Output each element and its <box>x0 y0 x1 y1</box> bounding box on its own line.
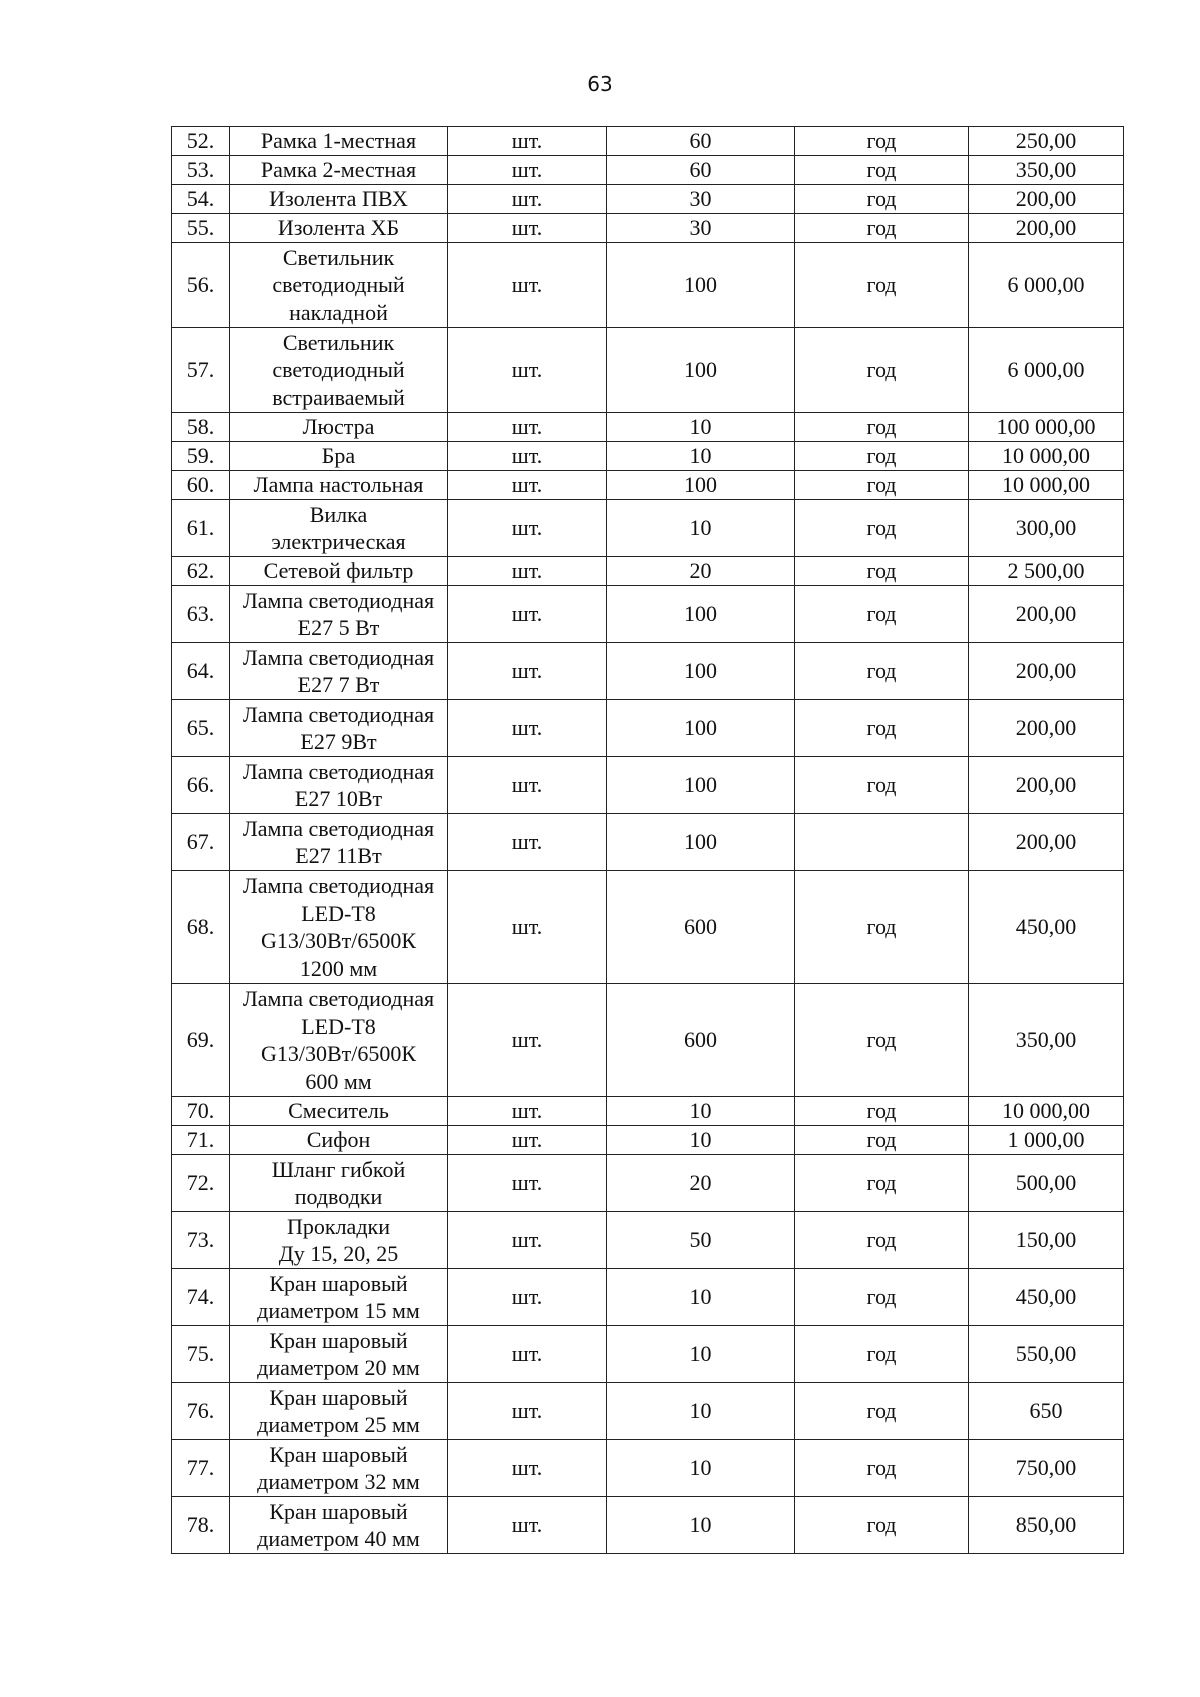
item-name-cell <box>230 1440 448 1497</box>
item-name-line: 600 мм <box>305 1068 372 1094</box>
item-name-line: Вилка <box>309 501 368 527</box>
unit-cell: шт. <box>448 757 607 814</box>
quantity-cell: 10 <box>607 442 795 471</box>
item-name-line: Смеситель <box>288 1098 389 1124</box>
table-row <box>172 413 1124 442</box>
table-row <box>172 1383 1124 1440</box>
period-cell: год <box>795 156 969 185</box>
item-name-line: диаметром 40 мм <box>257 1526 420 1551</box>
row-number-cell: 55. <box>172 214 230 243</box>
item-name-cell <box>230 328 448 413</box>
item-name-cell <box>230 700 448 757</box>
row-number-cell: 78. <box>172 1497 230 1554</box>
period-cell: год <box>795 214 969 243</box>
period-cell: год <box>795 471 969 500</box>
item-name-line: Лампа светодиодная <box>242 701 435 727</box>
item-name-cell <box>230 1326 448 1383</box>
unit-cell: шт. <box>448 156 607 185</box>
table-row <box>172 243 1124 328</box>
item-name-line: диаметром 25 мм <box>257 1412 420 1437</box>
item-name-line: Е27 9Вт <box>300 729 377 754</box>
unit-cell: шт. <box>448 1440 607 1497</box>
period-cell: год <box>795 1440 969 1497</box>
period-cell: год <box>795 700 969 757</box>
table-row <box>172 700 1124 757</box>
unit-cell: шт. <box>448 814 607 871</box>
unit-cell: шт. <box>448 1326 607 1383</box>
table-row <box>172 1126 1124 1155</box>
quantity-cell: 600 <box>607 984 795 1097</box>
row-number-cell: 75. <box>172 1326 230 1383</box>
unit-cell: шт. <box>448 557 607 586</box>
period-cell: год <box>795 127 969 156</box>
item-name-line: Изолента ХБ <box>277 215 400 241</box>
row-number-cell: 70. <box>172 1097 230 1126</box>
period-cell: год <box>795 586 969 643</box>
row-number-cell: 74. <box>172 1269 230 1326</box>
period-cell: год <box>795 1326 969 1383</box>
quantity-cell: 10 <box>607 500 795 557</box>
unit-cell: шт. <box>448 1212 607 1269</box>
quantity-cell: 10 <box>607 1097 795 1126</box>
period-cell: год <box>795 1097 969 1126</box>
unit-cell: шт. <box>448 471 607 500</box>
item-name-cell <box>230 243 448 328</box>
row-number-cell: 64. <box>172 643 230 700</box>
row-number-cell: 67. <box>172 814 230 871</box>
period-cell <box>795 814 969 871</box>
item-name-line: светодиодный <box>272 272 405 298</box>
item-name-line: Лампа светодиодная <box>242 587 435 613</box>
item-name-line: Е27 10Вт <box>294 786 383 811</box>
table-row <box>172 471 1124 500</box>
unit-cell: шт. <box>448 586 607 643</box>
price-cell: 550,00 <box>969 1326 1124 1383</box>
quantity-cell: 20 <box>607 557 795 586</box>
period-cell: год <box>795 1212 969 1269</box>
row-number-cell: 76. <box>172 1383 230 1440</box>
quantity-cell: 100 <box>607 586 795 643</box>
table-row <box>172 214 1124 243</box>
unit-cell: шт. <box>448 1383 607 1440</box>
table-row <box>172 1440 1124 1497</box>
period-cell: год <box>795 757 969 814</box>
item-name-cell <box>230 557 448 586</box>
unit-cell: шт. <box>448 1269 607 1326</box>
price-cell: 650 <box>969 1383 1124 1440</box>
item-name-cell <box>230 643 448 700</box>
table-row <box>172 984 1124 1097</box>
period-cell: год <box>795 643 969 700</box>
row-number-cell: 62. <box>172 557 230 586</box>
item-name-cell <box>230 214 448 243</box>
quantity-cell: 10 <box>607 1440 795 1497</box>
item-name-cell <box>230 1497 448 1554</box>
item-name-line: G13/30Вт/6500К <box>260 928 417 953</box>
item-name-line: Шланг гибкой <box>271 1156 406 1182</box>
table-row <box>172 500 1124 557</box>
row-number-cell: 56. <box>172 243 230 328</box>
table-row <box>172 1326 1124 1383</box>
item-name-line: подводки <box>294 1184 383 1209</box>
items-table-body <box>172 127 1124 1554</box>
period-cell: год <box>795 1126 969 1155</box>
price-cell: 500,00 <box>969 1155 1124 1212</box>
row-number-cell: 61. <box>172 500 230 557</box>
unit-cell: шт. <box>448 328 607 413</box>
item-name-line: диаметром 20 мм <box>257 1355 420 1380</box>
unit-cell: шт. <box>448 243 607 328</box>
item-name-cell <box>230 442 448 471</box>
item-name-cell <box>230 814 448 871</box>
quantity-cell: 30 <box>607 185 795 214</box>
item-name-line: Лампа светодиодная <box>242 815 435 841</box>
unit-cell: шт. <box>448 442 607 471</box>
price-cell: 200,00 <box>969 185 1124 214</box>
quantity-cell: 100 <box>607 643 795 700</box>
row-number-cell: 71. <box>172 1126 230 1155</box>
item-name-cell <box>230 984 448 1097</box>
row-number-cell: 59. <box>172 442 230 471</box>
period-cell: год <box>795 1383 969 1440</box>
price-cell: 200,00 <box>969 757 1124 814</box>
row-number-cell: 66. <box>172 757 230 814</box>
row-number-cell: 57. <box>172 328 230 413</box>
quantity-cell: 30 <box>607 214 795 243</box>
price-cell: 6 000,00 <box>969 243 1124 328</box>
item-name-line: диаметром 32 мм <box>257 1469 420 1494</box>
item-name-cell <box>230 1097 448 1126</box>
table-row <box>172 1097 1124 1126</box>
unit-cell: шт. <box>448 413 607 442</box>
table-row <box>172 814 1124 871</box>
table-row <box>172 442 1124 471</box>
row-number-cell: 68. <box>172 871 230 984</box>
item-name-line: Лампа светодиодная <box>242 758 435 784</box>
quantity-cell: 100 <box>607 757 795 814</box>
period-cell: год <box>795 871 969 984</box>
item-name-cell <box>230 156 448 185</box>
page-number: 63 <box>587 72 613 96</box>
period-cell: год <box>795 1269 969 1326</box>
period-cell: год <box>795 185 969 214</box>
item-name-cell <box>230 586 448 643</box>
item-name-line: Изолента ПВХ <box>269 186 408 212</box>
period-cell: год <box>795 1497 969 1554</box>
item-name-cell <box>230 500 448 557</box>
price-cell: 450,00 <box>969 871 1124 984</box>
item-name-line: Сетевой фильтр <box>263 558 414 584</box>
row-number-cell: 60. <box>172 471 230 500</box>
period-cell: год <box>795 500 969 557</box>
item-name-line: Кран шаровый <box>269 1270 408 1296</box>
row-number-cell: 63. <box>172 586 230 643</box>
item-name-line: Лампа настольная <box>253 472 424 498</box>
price-cell: 10 000,00 <box>969 442 1124 471</box>
table-row <box>172 871 1124 984</box>
price-cell: 850,00 <box>969 1497 1124 1554</box>
item-name-line: Кран шаровый <box>269 1327 408 1353</box>
row-number-cell: 58. <box>172 413 230 442</box>
unit-cell: шт. <box>448 1497 607 1554</box>
quantity-cell: 100 <box>607 328 795 413</box>
items-table <box>171 126 1124 1554</box>
quantity-cell: 60 <box>607 156 795 185</box>
item-name-line: светодиодный <box>272 357 405 383</box>
table-row <box>172 127 1124 156</box>
row-number-cell: 69. <box>172 984 230 1097</box>
unit-cell: шт. <box>448 643 607 700</box>
unit-cell: шт. <box>448 1155 607 1212</box>
price-cell: 200,00 <box>969 214 1124 243</box>
item-name-cell <box>230 1269 448 1326</box>
price-cell: 750,00 <box>969 1440 1124 1497</box>
period-cell: год <box>795 557 969 586</box>
item-name-line: Кран шаровый <box>269 1384 408 1410</box>
item-name-cell <box>230 413 448 442</box>
item-name-line: Прокладки <box>287 1213 390 1239</box>
item-name-cell <box>230 1155 448 1212</box>
quantity-cell: 10 <box>607 1326 795 1383</box>
table-row <box>172 557 1124 586</box>
unit-cell: шт. <box>448 185 607 214</box>
row-number-cell: 73. <box>172 1212 230 1269</box>
item-name-line: Люстра <box>302 414 375 440</box>
table-row <box>172 156 1124 185</box>
item-name-line: Светильник <box>282 329 395 355</box>
item-name-line: G13/30Вт/6500К <box>260 1041 417 1066</box>
row-number-cell: 53. <box>172 156 230 185</box>
unit-cell: шт. <box>448 500 607 557</box>
item-name-line: 1200 мм <box>299 955 378 981</box>
item-name-line: Рамка 1-местная <box>260 128 417 154</box>
row-number-cell: 52. <box>172 127 230 156</box>
table-row <box>172 1155 1124 1212</box>
price-cell: 350,00 <box>969 156 1124 185</box>
price-cell: 150,00 <box>969 1212 1124 1269</box>
table-row <box>172 185 1124 214</box>
period-cell: год <box>795 328 969 413</box>
row-number-cell: 54. <box>172 185 230 214</box>
quantity-cell: 100 <box>607 814 795 871</box>
item-name-line: Лампа светодиодная <box>242 986 435 1011</box>
unit-cell: шт. <box>448 871 607 984</box>
table-row <box>172 586 1124 643</box>
item-name-line: Е27 7 Вт <box>297 672 380 697</box>
price-cell: 350,00 <box>969 984 1124 1097</box>
period-cell: год <box>795 984 969 1097</box>
item-name-cell <box>230 1212 448 1269</box>
item-name-line: Лампа светодиодная <box>242 873 435 898</box>
item-name-cell <box>230 185 448 214</box>
table-row <box>172 328 1124 413</box>
table-row <box>172 1497 1124 1554</box>
quantity-cell: 10 <box>607 1383 795 1440</box>
item-name-cell <box>230 757 448 814</box>
table-row <box>172 757 1124 814</box>
item-name-line: Кран шаровый <box>269 1441 408 1467</box>
item-name-line: LED-T8 <box>301 1013 376 1039</box>
price-cell: 300,00 <box>969 500 1124 557</box>
period-cell: год <box>795 1155 969 1212</box>
item-name-line: Светильник <box>282 244 395 270</box>
quantity-cell: 100 <box>607 243 795 328</box>
price-cell: 200,00 <box>969 643 1124 700</box>
row-number-cell: 72. <box>172 1155 230 1212</box>
item-name-line: встраиваемый <box>272 384 405 410</box>
unit-cell: шт. <box>448 1097 607 1126</box>
price-cell: 10 000,00 <box>969 1097 1124 1126</box>
item-name-cell <box>230 471 448 500</box>
item-name-line: Бра <box>321 443 356 469</box>
item-name-line: Ду 15, 20, 25 <box>278 1241 399 1266</box>
price-cell: 250,00 <box>969 127 1124 156</box>
period-cell: год <box>795 243 969 328</box>
unit-cell: шт. <box>448 984 607 1097</box>
price-cell: 1 000,00 <box>969 1126 1124 1155</box>
unit-cell: шт. <box>448 700 607 757</box>
table-row <box>172 643 1124 700</box>
quantity-cell: 100 <box>607 471 795 500</box>
quantity-cell: 10 <box>607 413 795 442</box>
quantity-cell: 600 <box>607 871 795 984</box>
unit-cell: шт. <box>448 214 607 243</box>
quantity-cell: 10 <box>607 1497 795 1554</box>
item-name-line: Рамка 2-местная <box>260 157 417 183</box>
price-cell: 200,00 <box>969 586 1124 643</box>
quantity-cell: 60 <box>607 127 795 156</box>
item-name-cell <box>230 127 448 156</box>
period-cell: год <box>795 413 969 442</box>
item-name-line: накладной <box>289 299 388 325</box>
item-name-line: электрическая <box>271 529 406 554</box>
item-name-line: Сифон <box>306 1127 371 1153</box>
item-name-line: Е27 11Вт <box>295 843 382 868</box>
row-number-cell: 65. <box>172 700 230 757</box>
unit-cell: шт. <box>448 127 607 156</box>
period-cell: год <box>795 442 969 471</box>
table-row <box>172 1212 1124 1269</box>
quantity-cell: 10 <box>607 1269 795 1326</box>
price-cell: 450,00 <box>969 1269 1124 1326</box>
price-cell: 100 000,00 <box>969 413 1124 442</box>
quantity-cell: 10 <box>607 1126 795 1155</box>
item-name-cell <box>230 1383 448 1440</box>
quantity-cell: 100 <box>607 700 795 757</box>
price-cell: 200,00 <box>969 814 1124 871</box>
item-name-line: Е27 5 Вт <box>297 615 380 640</box>
row-number-cell: 77. <box>172 1440 230 1497</box>
quantity-cell: 20 <box>607 1155 795 1212</box>
quantity-cell: 50 <box>607 1212 795 1269</box>
item-name-cell <box>230 1126 448 1155</box>
item-name-line: Кран шаровый <box>269 1498 408 1524</box>
price-cell: 2 500,00 <box>969 557 1124 586</box>
item-name-line: LED-T8 <box>301 900 376 926</box>
price-cell: 10 000,00 <box>969 471 1124 500</box>
table-row <box>172 1269 1124 1326</box>
price-cell: 6 000,00 <box>969 328 1124 413</box>
item-name-line: Лампа светодиодная <box>242 644 435 670</box>
unit-cell: шт. <box>448 1126 607 1155</box>
price-cell: 200,00 <box>969 700 1124 757</box>
item-name-line: диаметром 15 мм <box>257 1298 420 1323</box>
item-name-cell <box>230 871 448 984</box>
